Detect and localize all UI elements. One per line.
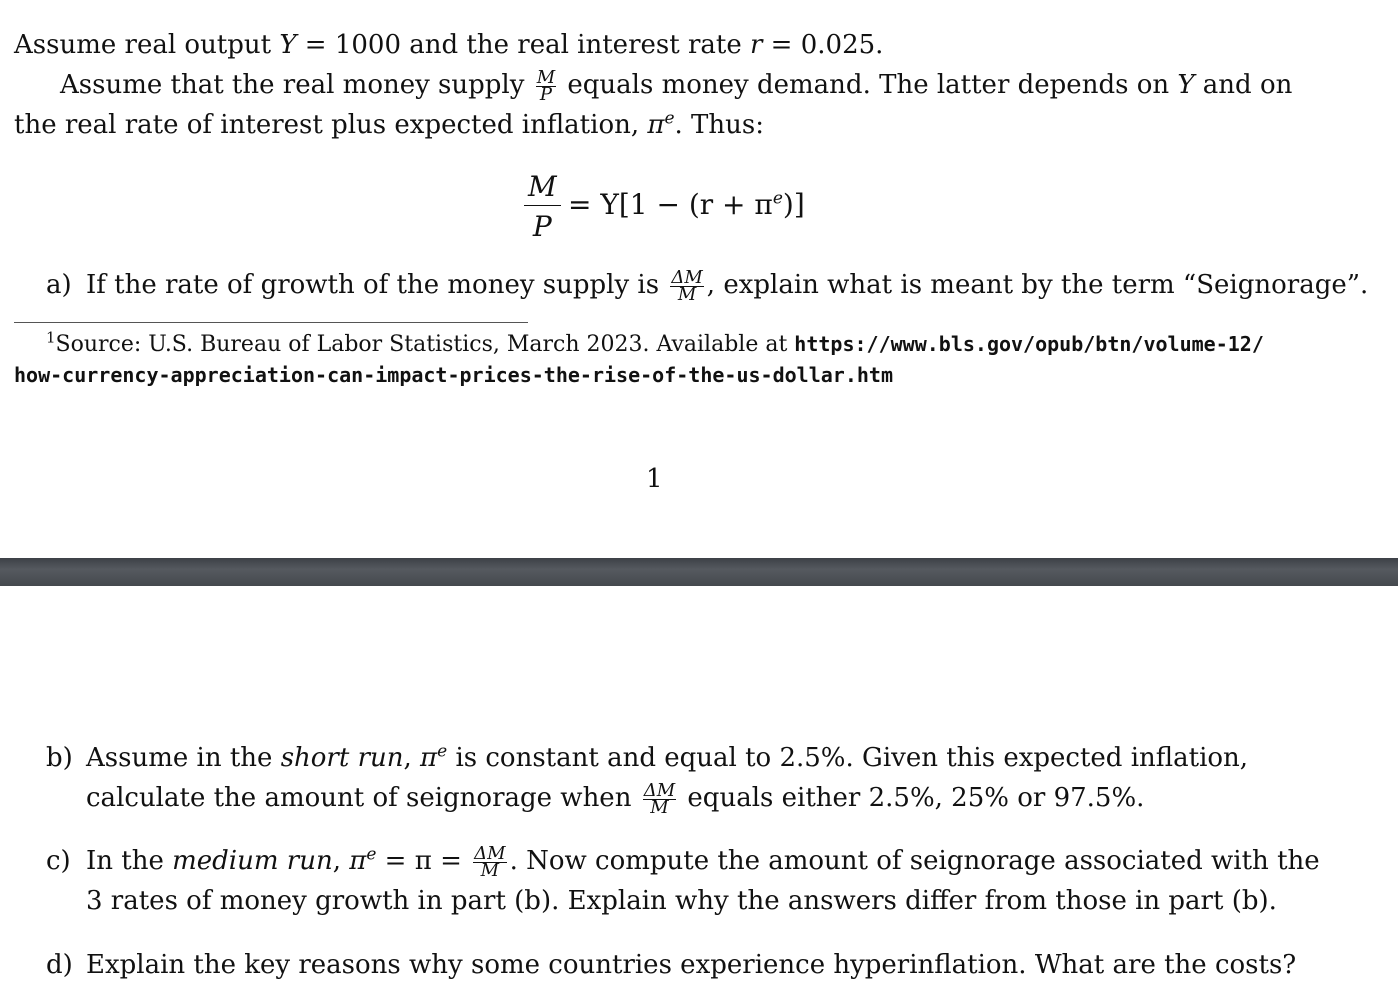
part-c-line-2: 3 rates of money growth in part (b). Explain why the answers differ from those in part (b). [86,886,1277,916]
m-over-p-fraction: $\frac{M}{P}$ [536,66,556,105]
part-c-line-1: c) In the medium run, $\pi^e = \pi$ = $\frac{\Delta M}{M}$ . Now compute the amount of seignorage associated with the [46,842,1320,881]
intro-line-3: the real rate of interest plus expected inflation, $\pi^e$. Thus: [14,108,764,140]
page-number: 1 [646,464,663,494]
page-divider [0,558,1398,586]
part-a: a) If the rate of growth of the money supply is $\frac{\Delta M}{M}$ , explain what is meant by the term “Seignorage”. [46,266,1369,305]
footnote: $^1$Source: U.S. Bureau of Labor Statistics, March 2023. Available at https://www.bls.gov/opub/btn/volume-12/ [46,328,1264,357]
part-d: d) Explain the key reasons why some countries experience hyperinflation. What are the costs? [46,950,1297,980]
money-growth-fraction: $\frac{\Delta M}{M}$ [643,779,676,818]
part-b-line-2: calculate the amount of seignorage when $\frac{\Delta M}{M}$ equals either 2.5%, 25% or 97.5%. [86,779,1145,818]
part-b-line-1: b) Assume in the short run, $\pi^e$ is constant and equal to 2.5%. Given this expected inflation, [46,741,1249,773]
money-growth-fraction: $\frac{\Delta M}{M}$ [671,266,703,305]
intro-line-1: Assume real output Y = 1000 and the real interest rate r = 0.025. [14,30,884,60]
page-2 [0,586,1398,1002]
equation-rhs: = $Y[1 - (r + \pi^e)]$ [568,188,805,221]
footnote-url-line-2[interactable]: how-currency-appreciation-can-impact-prices-the-rise-of-the-us-dollar.htm [14,363,893,387]
footnote-rule [14,322,528,323]
footnote-url-part-1[interactable]: https://www.bls.gov/opub/btn/volume-12/ [794,332,1264,356]
money-growth-fraction: $\frac{\Delta M}{M}$ [474,842,506,881]
equation-lhs: $\frac{M}{P}$ [524,170,561,243]
intro-line-2: Assume that the real money supply $\frac{M}{P}$ equals money demand. The latter depends on Y and on [60,66,1293,105]
